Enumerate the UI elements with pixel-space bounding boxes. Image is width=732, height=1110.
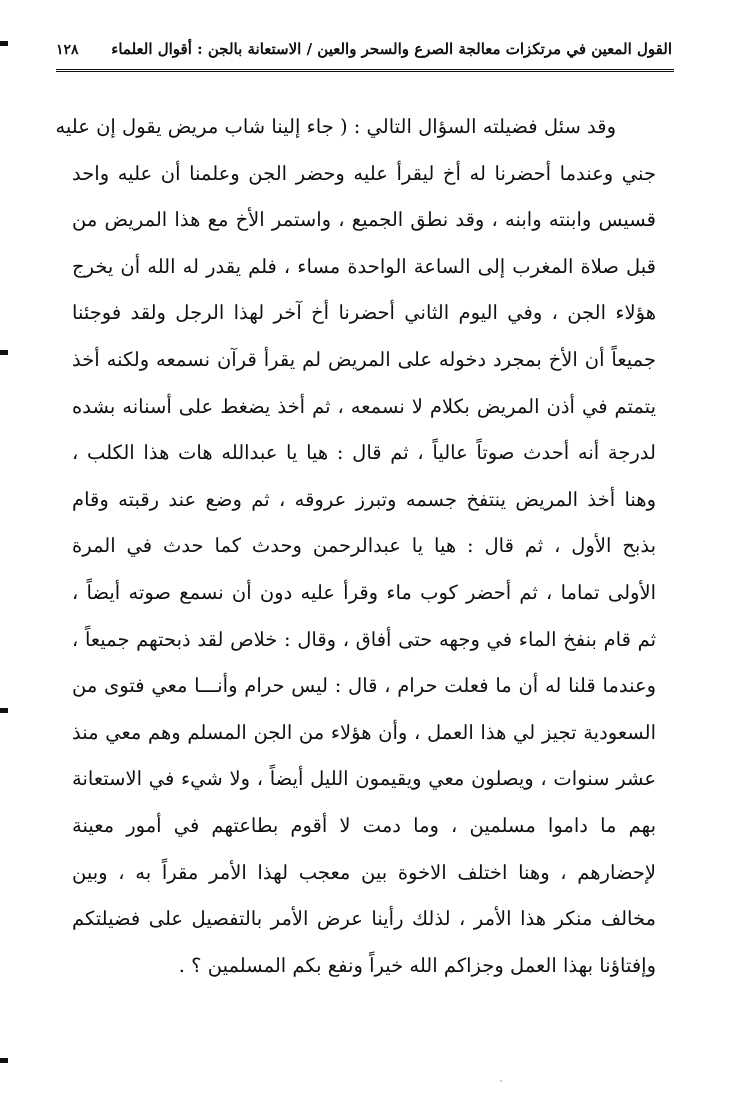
text-line: بهم ما داموا مسلمين ، وما دمت لا أقوم بطاعتهم في أمور معينة — [72, 813, 656, 837]
scan-speck — [500, 1080, 502, 1082]
text-line: وإفتاؤنا بهذا العمل وجزاكم الله خيراً ونفع بكم المسلمين ؟ . — [178, 953, 656, 977]
text-line: قسيس وابنته وابنه ، وقد نطق الجميع ، واستمر الأخ مع هذا المريض من — [72, 208, 656, 232]
header-divider — [56, 69, 674, 72]
text-line: يتمتم في أذن المريض بكلام لا نسمعه ، ثم أخذ يضغط على أسنانه بشده — [72, 394, 656, 418]
text-line: ثم قام بنفخ الماء في وجهه حتى أفاق ، وقال : خلاص لقد ذبحتهم جميعاً ، — [72, 627, 656, 651]
scan-edge-mark — [0, 708, 8, 713]
text-line: بذبح الأول ، ثم قال : هيا يا عبدالرحمن وحدث كما حدث في المرة — [72, 534, 656, 558]
text-line: مخالف منكر هذا الأمر ، لذلك رأينا عرض الأمر بالتفصيل على فضيلتكم — [72, 907, 656, 931]
text-line: وهنا أخذ المريض ينتفخ جسمه وتبرز عروقه ، ثم وضع عند رقبته وقام — [72, 487, 656, 511]
text-line: السعودية تجيز لي هذا العمل ، وأن هؤلاء من الجن المسلم وهم معي منذ — [72, 720, 656, 744]
text-line: جني وعندما أحضرنا له أخ ليقرأ عليه وحضر الجن وعلمنا أن عليه واحد — [72, 161, 656, 185]
scan-edge-mark — [0, 41, 8, 46]
running-header — [56, 38, 672, 68]
scan-edge-mark — [0, 350, 8, 355]
page-number: ١٢٨ — [56, 42, 79, 58]
body-text — [55, 104, 656, 989]
text-line: وعندما قلنا له أن ما فعلت حرام ، قال : ليس حرام وأنـــا معي فتوى من — [72, 674, 656, 698]
text-line: لدرجة أنه أحدث صوتاً عالياً ، ثم قال : هيا يا عبدالله هات هذا الكلب ، — [72, 441, 656, 465]
text-line: قبل صلاة المغرب إلى الساعة الواحدة مساء ، فلم يقدر له الله أن يخرج — [72, 254, 656, 278]
text-line: عشر سنوات ، ويصلون معي ويقيمون الليل أيضاً ، ولا شيء في الاستعانة — [72, 767, 656, 791]
scan-edge-mark — [0, 1058, 8, 1063]
text-line: جميعاً أن الأخ بمجرد دخوله على المريض لم يقرأ قرآن نسمعه ولكنه أخذ — [72, 347, 656, 371]
text-line: لإحضارهم ، وهنا اختلف الاخوة بين معجب لهذا الأمر مقراً به ، وبين — [72, 860, 656, 884]
text-line: وقد سئل فضيلته السؤال التالي : ( جاء إلينا شاب مريض يقول إن عليه — [55, 115, 616, 138]
text-line: الأولى تماما ، ثم أحضر كوب ماء وقرأ عليه دون أن نسمع صوته أيضاً ، — [72, 580, 656, 604]
text-line: هؤلاء الجن ، وفي اليوم الثاني أحضرنا أخ آخر لهذا الرجل ولقد فوجئنا — [72, 301, 656, 325]
running-header-title: القول المعين في مرتكزات معالجة الصرع والسحر والعين / الاستعانة بالجن : أقوال العلماء — [111, 40, 672, 58]
